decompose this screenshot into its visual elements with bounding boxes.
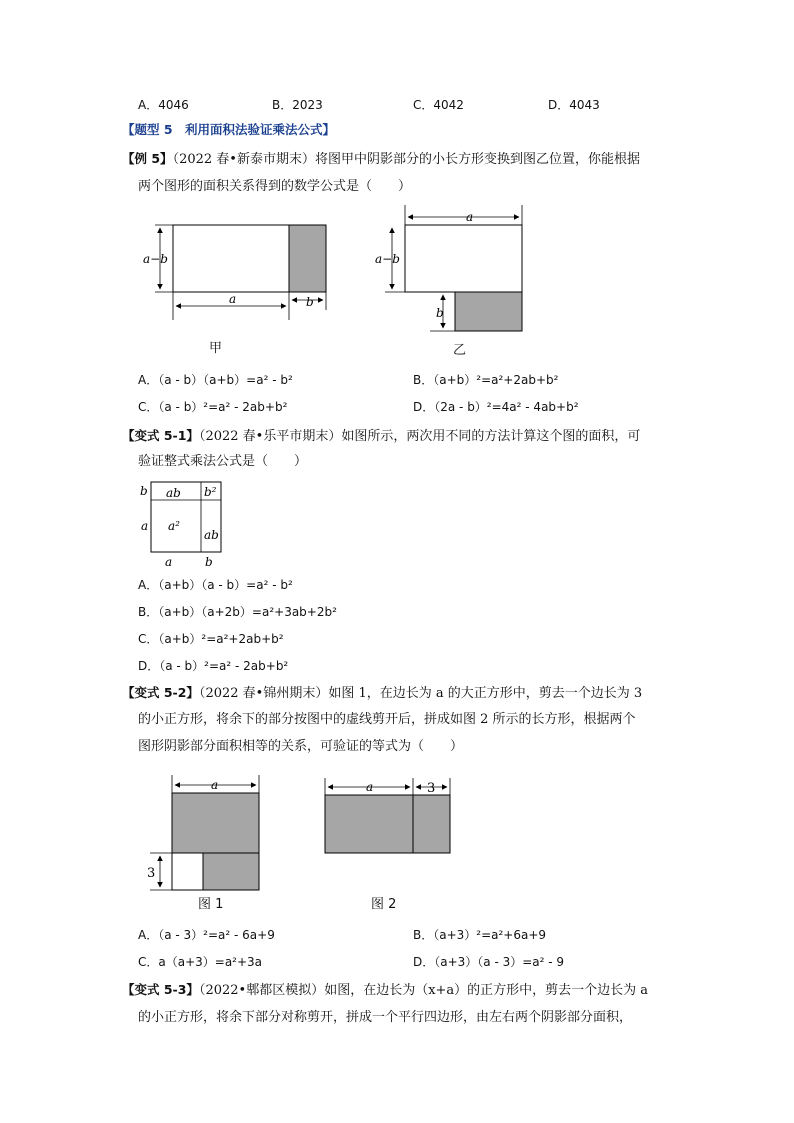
v52-option-c: C．a（a+3）=a²+3a xyxy=(138,955,263,969)
ex5-option-b: B．（a+b）²=a²+2ab+b² xyxy=(413,373,559,387)
v52-option-a: A．（a - 3）²=a² - 6a+9 xyxy=(138,928,275,942)
fig1-3-label: 3 xyxy=(147,866,156,881)
v52-label: 【变式 5-2】 xyxy=(122,685,199,700)
fig2-right-shade xyxy=(413,795,450,853)
prev-option-b: B．2023 xyxy=(272,98,323,112)
v53-line2: 的小正方形，将余下部分对称剪开，拼成一个平行四边形，由左右两个阴影部分面积， xyxy=(138,1010,633,1025)
v52-line2: 的小正方形，将余下的部分按图中的虚线剪开后，拼成如图 2 所示的长方形，根据两个 xyxy=(138,712,636,727)
v52-option-d: D．（a+3）（a - 3）=a² - 9 xyxy=(413,955,565,969)
v51-side-b: b xyxy=(140,484,148,498)
fig2-left-shade xyxy=(325,795,413,853)
v53-line1 xyxy=(122,980,648,1001)
yi-amb-label: a−b xyxy=(375,252,400,266)
v51-cell-b2: b² xyxy=(204,485,217,499)
v53-text1: （2022•郫都区模拟）如图，在边长为（x+a）的正方形中，剪去一个边长为 a xyxy=(198,983,649,998)
caption-yi: 乙 xyxy=(453,343,467,358)
v51-option-d: D．（a - b）²=a² - 2ab+b² xyxy=(138,659,289,673)
prev-option-c: C．4042 xyxy=(413,98,464,112)
jia-a-label: a xyxy=(229,292,237,306)
v52-option-b: B．（a+3）²=a²+6a+9 xyxy=(413,928,547,942)
v51-option-c: C．（a+b）²=a²+2ab+b² xyxy=(138,632,284,646)
v51-cell-ab-right: ab xyxy=(204,528,219,542)
v51-side-a: a xyxy=(141,519,149,533)
yi-b-label: b xyxy=(436,306,444,320)
ex5-text1: （2022 春•新泰市期末）将图甲中阴影部分的小长方形变换到图乙位置，你能根据 xyxy=(172,152,640,167)
v51-bottom-b: b xyxy=(205,555,213,569)
v52-line3: 图形阴影部分面积相等的关系，可验证的等式为（ ） xyxy=(138,739,464,754)
fig1-cut-square xyxy=(172,853,203,890)
prev-option-d: D．4043 xyxy=(548,98,600,112)
v52-caption-2: 图 2 xyxy=(371,897,397,912)
fig1-right-shade xyxy=(203,853,259,890)
fig1-a-label: a xyxy=(211,778,219,792)
v52-figure-2 xyxy=(325,778,450,853)
jia-b-label: b xyxy=(306,295,314,309)
v51-cell-a2: a² xyxy=(168,519,180,533)
jia-amb-label: a−b xyxy=(143,252,168,266)
v52-caption-1: 图 1 xyxy=(198,897,224,912)
section-title: 【题型 5 利用面积法验证乘法公式】 xyxy=(122,122,336,137)
v51-cell-ab-top: ab xyxy=(166,486,181,500)
v51-option-b: B．（a+b）（a+2b）=a²+3ab+2b² xyxy=(138,605,337,619)
fig1-top-shade xyxy=(172,793,259,853)
v51-option-a: A．（a+b）（a - b）=a² - b² xyxy=(138,578,293,592)
ex5-option-c: C．（a - b）²=a² - 2ab+b² xyxy=(138,400,288,414)
v51-bottom-a: a xyxy=(165,555,173,569)
fig2-a-label: a xyxy=(366,780,374,794)
v52-text1: （2022 春•锦州期末）如图 1，在边长为 a 的大正方形中，剪去一个边长为 3 xyxy=(198,686,643,701)
v53-label: 【变式 5-3】 xyxy=(122,982,199,997)
fig2-3-label: 3 xyxy=(427,781,436,796)
v52-figure-1 xyxy=(147,775,259,890)
yi-a-label: a xyxy=(466,210,474,224)
ex5-label: 【例 5】 xyxy=(122,151,173,166)
v51-label: 【变式 5-1】 xyxy=(122,428,199,443)
ex5-option-d: D．（2a - b）²=4a² - 4ab+b² xyxy=(413,400,579,414)
ex5-option-a: A．（a - b）（a+b）=a² - b² xyxy=(138,373,293,387)
caption-jia: 甲 xyxy=(209,341,223,356)
v51-text1: （2022 春•乐平市期末）如图所示，两次用不同的方法计算这个图的面积，可 xyxy=(198,429,641,444)
v51-line2: 验证整式乘法公式是（ ） xyxy=(138,454,308,469)
prev-option-a: A．4046 xyxy=(138,98,189,112)
ex5-line2: 两个图形的面积关系得到的数学公式是（ ） xyxy=(138,179,412,194)
